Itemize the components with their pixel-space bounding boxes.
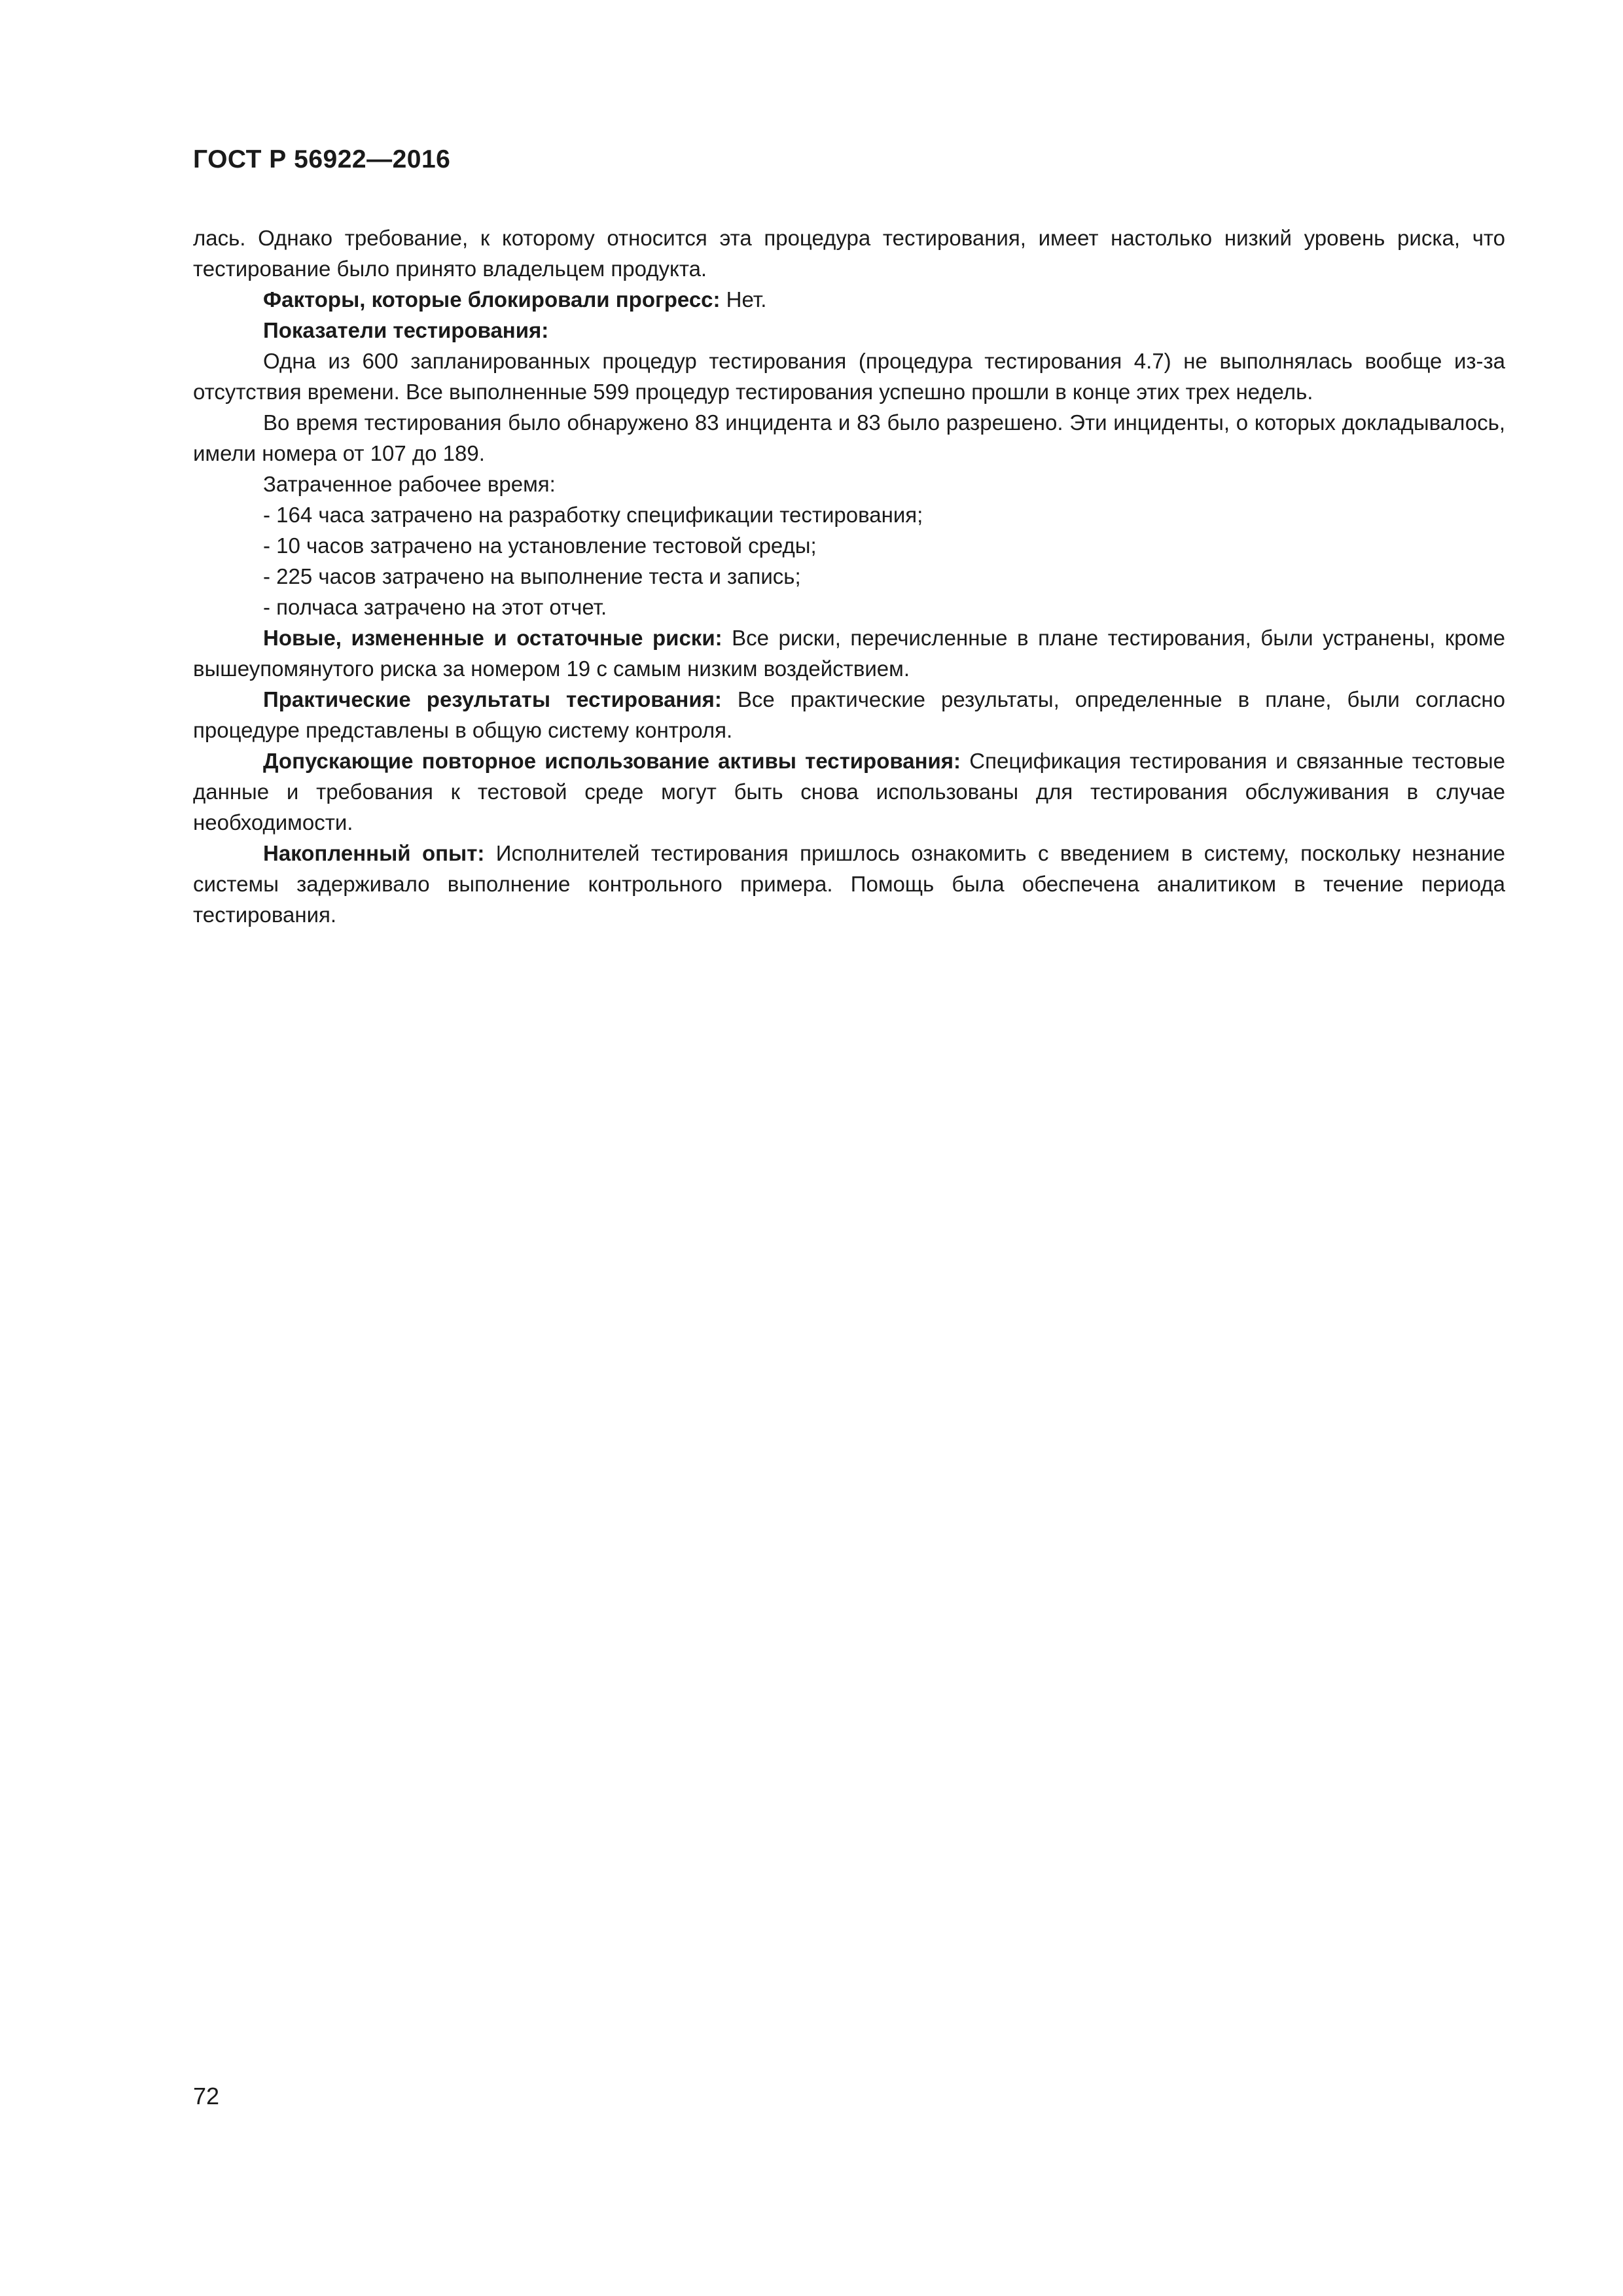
time-list-item: - 225 часов затрачено на выполнение теста и запись; bbox=[263, 564, 801, 588]
document-header: ГОСТ Р 56922—2016 bbox=[193, 145, 451, 173]
paragraph-risks bbox=[193, 622, 1505, 684]
results-text: Все практические результаты, определенные в плане, были согласно процедуре представлены в общую систему контроля. bbox=[193, 687, 1505, 742]
lessons-label: Накопленный опыт: bbox=[263, 841, 485, 865]
reuse-label: Допускающие повторное использование активы тестирования: bbox=[263, 749, 961, 773]
paragraph-reuse bbox=[193, 745, 1505, 838]
factors-label: Факторы, которые блокировали прогресс: bbox=[263, 287, 721, 312]
page-number: 72 bbox=[193, 2083, 220, 2109]
time-list-item: - полчаса затрачено на этот отчет. bbox=[263, 595, 607, 619]
time-list-item: - 164 часа затрачено на разработку спецификации тестирования; bbox=[263, 503, 923, 527]
paragraph-results bbox=[193, 684, 1505, 745]
paragraph-factors bbox=[193, 284, 1505, 315]
paragraph-lessons bbox=[193, 838, 1505, 930]
document-body bbox=[193, 223, 1505, 930]
paragraph-metrics-incidents: Во время тестирования было обнаружено 83 инцидента и 83 было разрешено. Эти инциденты, о которых докладывалось, имели номера от 107 до 189. bbox=[193, 410, 1505, 465]
factors-text: Нет. bbox=[720, 287, 767, 312]
lessons-text: Исполнителей тестирования пришлось ознакомить с введением в систему, поскольку незнание системы задерживало выполнение контрольного примера. Помощь была обеспечена аналитиком в течение периода тестирования. bbox=[193, 841, 1505, 927]
paragraph-metrics-heading bbox=[193, 315, 1505, 346]
results-label: Практические результаты тестирования: bbox=[263, 687, 722, 711]
paragraph-metrics-procedures: Одна из 600 запланированных процедур тестирования (процедура тестирования 4.7) не выполнялась вообще из-за отсутствия времени. Все выполненные 599 процедур тестирования успешно прошли в конце этих трех недель. bbox=[193, 349, 1505, 404]
paragraph-time-spent-label: Затраченное рабочее время: bbox=[263, 472, 556, 496]
paragraph-continuation: лась. Однако требование, к которому относится эта процедура тестирования, имеет настолько низкий уровень риска, что тестирование было принято владельцем продукта. bbox=[193, 226, 1505, 281]
time-list-item: - 10 часов затрачено на установление тестовой среды; bbox=[263, 533, 817, 558]
reuse-text: Спецификация тестирования и связанные тестовые данные и требования к тестовой среде могут быть снова использованы для тестирования обслуживания в случае необходимости. bbox=[193, 749, 1505, 834]
metrics-heading: Показатели тестирования: bbox=[263, 318, 549, 342]
risks-text: Все риски, перечисленные в плане тестирования, были устранены, кроме вышеупомянутого риска за номером 19 с самым низким воздействием. bbox=[193, 626, 1505, 681]
risks-label: Новые, измененные и остаточные риски: bbox=[263, 626, 722, 650]
